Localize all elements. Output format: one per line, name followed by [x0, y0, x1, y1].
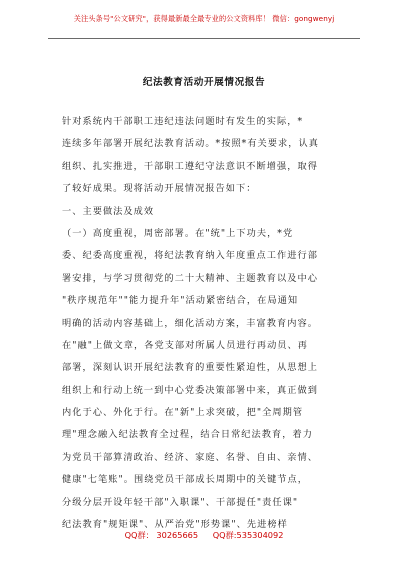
body-line: 为党员干部算清政治、经济、家庭、名誉、自由、亲情、 — [62, 451, 318, 463]
body-line: 明确的活动内容基础上，细化活动方案，丰富教育内容。 — [62, 317, 318, 329]
body-line: 在"融"上做文章，各党支部对所属人员进行再动员、再 — [62, 339, 309, 351]
body-line: 连续多年部署开展纪法教育活动。*按照*有关要求，认真 — [62, 138, 319, 150]
body-line: 委、纪委高度重视，将纪法教育纳入年度重点工作进行部 — [62, 250, 318, 262]
header-divider — [48, 38, 360, 39]
header-notice: 关注头条号"公文研究"，获得最新最全最专业的公文资料库！ 微信：gongwenyj — [73, 14, 335, 23]
body-line: 部署，深刻认识开展纪法教育的重要性紧迫性，从思想上 — [62, 362, 318, 374]
footer-contact — [0, 530, 408, 541]
body-line: 署安排，与学习贯彻党的二十大精神、主题教育以及中心 — [62, 272, 318, 284]
body-line: 了较好成果。现将活动开展情况报告如下： — [62, 183, 257, 195]
body-line: 纪法教育"规矩课"、从严治党"形势课"、先进榜样 — [62, 519, 288, 531]
body-line: "秩序规范年""能力提升年"活动紧密结合，在局通知 — [62, 295, 299, 307]
document-title: 纪法教育活动开展情况报告 — [142, 77, 266, 88]
body-line: 内化于心、外化于行。在"新"上求突破，把"全周期管 — [62, 407, 304, 419]
body-line: 组织、扎实推进，干部职工遵纪守法意识不断增强，取得 — [62, 160, 318, 172]
footer-qq-group-1: QQ群： 30265665 — [124, 530, 199, 540]
body-line: 健康"七笔账"。围绕党员干部成长周期中的关键节点， — [62, 474, 309, 486]
document-body — [62, 111, 352, 536]
body-line: 分级分层开设年轻干部"入职课"、干部提任"责任课" — [62, 496, 299, 508]
body-line: （一）高度重视，周密部署。在"统"上下功夫，*党 — [62, 227, 294, 239]
body-line: 理"理念融入纪法教育全过程，结合日常纪法教育，着力 — [62, 429, 313, 441]
footer-qq-group-2: QQ群:535304092 — [212, 530, 284, 540]
body-line: 针对系统内干部职工违纪违法问题时有发生的实际，* — [62, 116, 304, 127]
section-heading: 一、主要做法及成效 — [62, 205, 155, 217]
body-line: 组织上和行动上统一到中心党委决策部署中来，真正做到 — [62, 384, 318, 396]
